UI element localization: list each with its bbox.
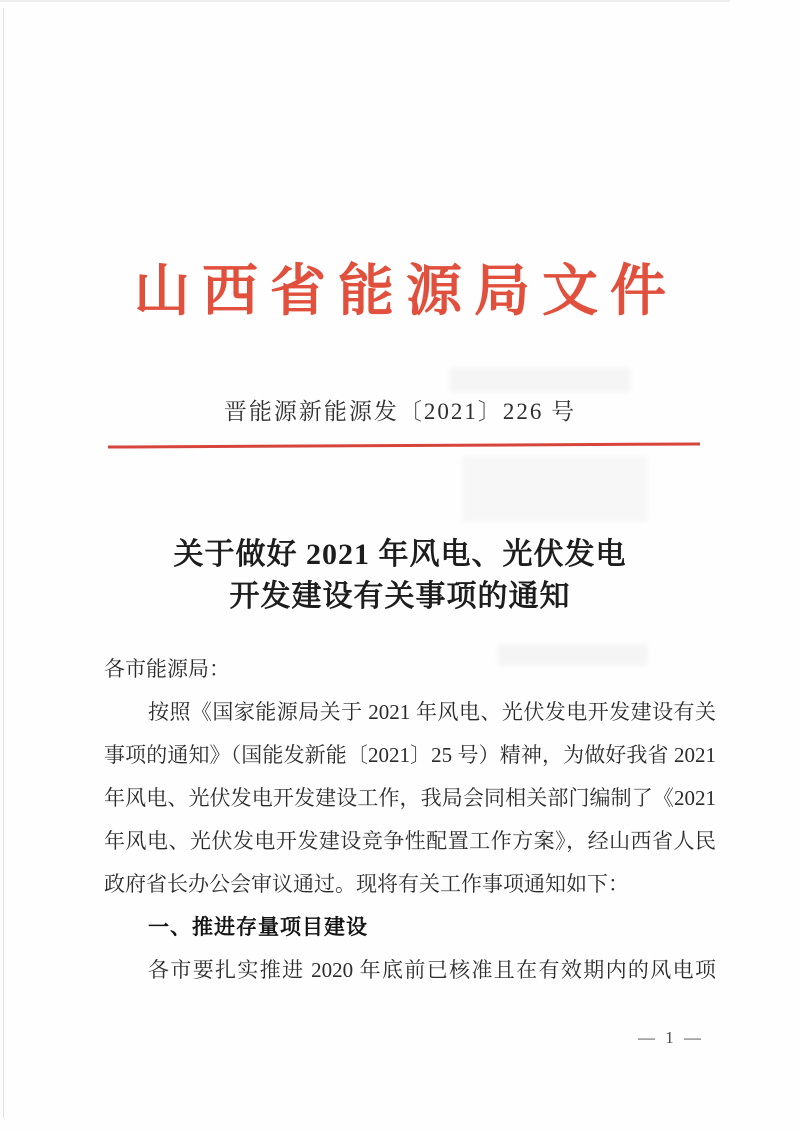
paragraph-line: 事项的通知》（国能发新能〔2021〕25 号）精神，为做好我省 2021: [104, 743, 716, 767]
paragraph-line: 年风电、光伏发电开发建设工作，我局会同相关部门编制了《2021: [104, 786, 716, 810]
bleedthrough-artifact: [450, 368, 630, 392]
red-separator-line: [108, 442, 700, 448]
document-body: [104, 648, 716, 992]
section-heading: 一、推进存量项目建设: [148, 916, 368, 939]
salutation: 各市能源局：: [104, 657, 230, 681]
agency-header: 山西省能源局文件: [134, 261, 678, 323]
paragraph-line: 各市要扎实推进 2020 年底前已核准且在有效期内的风电项: [148, 958, 716, 982]
paragraph-line: 按照《国家能源局关于 2021 年风电、光伏发电开发建设有关: [148, 700, 716, 724]
document-title-line1: 关于做好 2021 年风电、光伏发电: [173, 538, 627, 571]
bleedthrough-artifact: [462, 456, 648, 522]
document-title-line2: 开发建设有关事项的通知: [229, 580, 571, 613]
document-number: 晋能源新能源发〔2021〕226 号: [223, 399, 577, 424]
page-number: — 1 —: [638, 1028, 704, 1047]
page-edge-shadow-top: [0, 0, 730, 2]
document-title: [0, 534, 800, 618]
paragraph-line: 政府省长办公会审议通过。现将有关工作事项通知如下：: [104, 872, 629, 896]
paragraph-line: 年风电、光伏发电开发建设竞争性配置工作方案》，经山西省人民: [104, 829, 716, 853]
